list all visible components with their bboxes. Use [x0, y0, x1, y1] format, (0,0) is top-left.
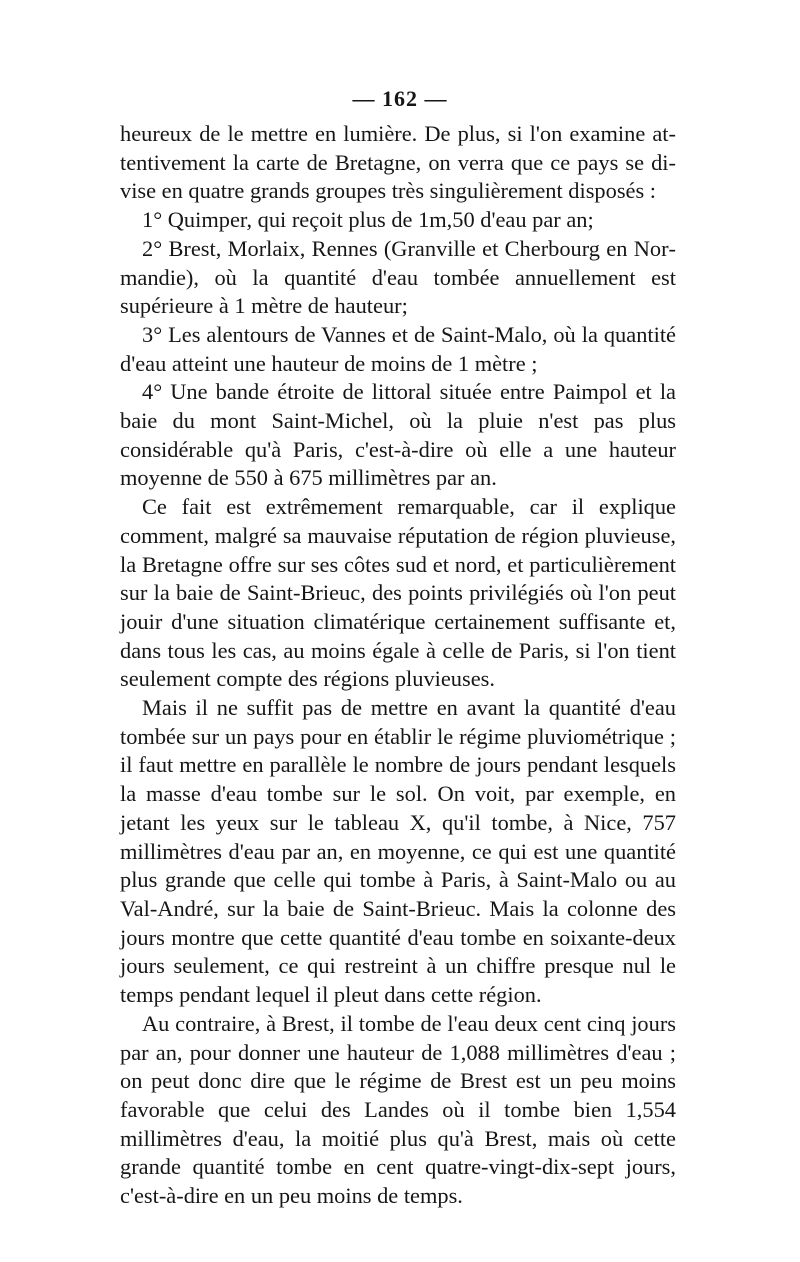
list-item-paimpol: 4° Une bande étroite de littoral située entre Paimpol et la baie du mont Saint-Michel, où la pluie n'est pas plus considérable qu'à Paris, c'est-à-dire où elle a une hauteur moyenne de 550 à 675 millimètres par an. [120, 379, 676, 491]
list-item-brest: 2° Brest, Morlaix, Rennes (Granville et Cherbourg en Normandie), où la quantité d'eau tombée annuellement est supérieure à 1 mètre de hauteur; [120, 235, 676, 319]
paragraph-brest-landes: Au contraire, à Brest, il tombe de l'eau deux cent cinq jours par an, pour donner une hauteur de 1,088 millimètres d'eau ; on peut donc dire que le régime de Brest est un peu moins favorable que celui des Landes où il tombe bien 1,554 millimètres d'eau, la moitié plus qu'à Brest, mais où cette grande quantité tombe en cent quatre-vingt-dix-sept jours, c'est-à-dire en un peu moins de temps. [120, 1010, 676, 1209]
page-number: — 162 — [352, 86, 448, 111]
body-text [120, 120, 676, 1211]
list-item-quimper: 1° Quimper, qui reçoit plus de 1m,50 d'eau par an; [142, 207, 594, 233]
list-item-vannes-saint-malo: 3° Les alentours de Vannes et de Saint-Malo, où la quantité d'eau atteint une hauteur de moins de 1 mètre ; [120, 321, 676, 376]
paragraph-remarkable-fact: Ce fait est extrêmement remarquable, car il explique comment, malgré sa mauvaise réputation de région pluvieuse, la Bretagne offre sur ses côtes sud et nord, et particulièrement sur la baie de Saint-Brieuc, des points privilégiés où l'on peut jouir d'une situation climatérique certainement suffisante et, dans tous les cas, au moins égale à celle de Paris, si l'on tient seulement compte des régions pluvieuses. [120, 494, 676, 692]
paragraph-intro: heureux de le mettre en lumière. De plus, si l'on examine attentivement la carte de Bretagne, on verra que ce pays se divise en quatre grands groupes très singulièrement disposés : [120, 121, 676, 204]
paragraph-rain-days: Mais il ne suffit pas de mettre en avant la quantité d'eau tombée sur un pays pour en établir le régime pluviométrique ; il faut mettre en parallèle le nombre de jours pendant lesquels la masse d'eau tombe sur le sol. On voit, par exemple, en jetant les yeux sur le tableau X, qu'il tombe, à Nice, 757 millimètres d'eau par an, en moyenne, ce qui est une quantité plus grande que celle qui tombe à Paris, à Saint-Malo ou au Val-André, sur la baie de Saint-Brieuc. Mais la colonne des jours montre que cette quantité d'eau tombe en soixante-deux jours seulement, ce qui restreint à un chiffre presque nul le temps pendant lequel il pleut dans cette région. [120, 695, 676, 1008]
